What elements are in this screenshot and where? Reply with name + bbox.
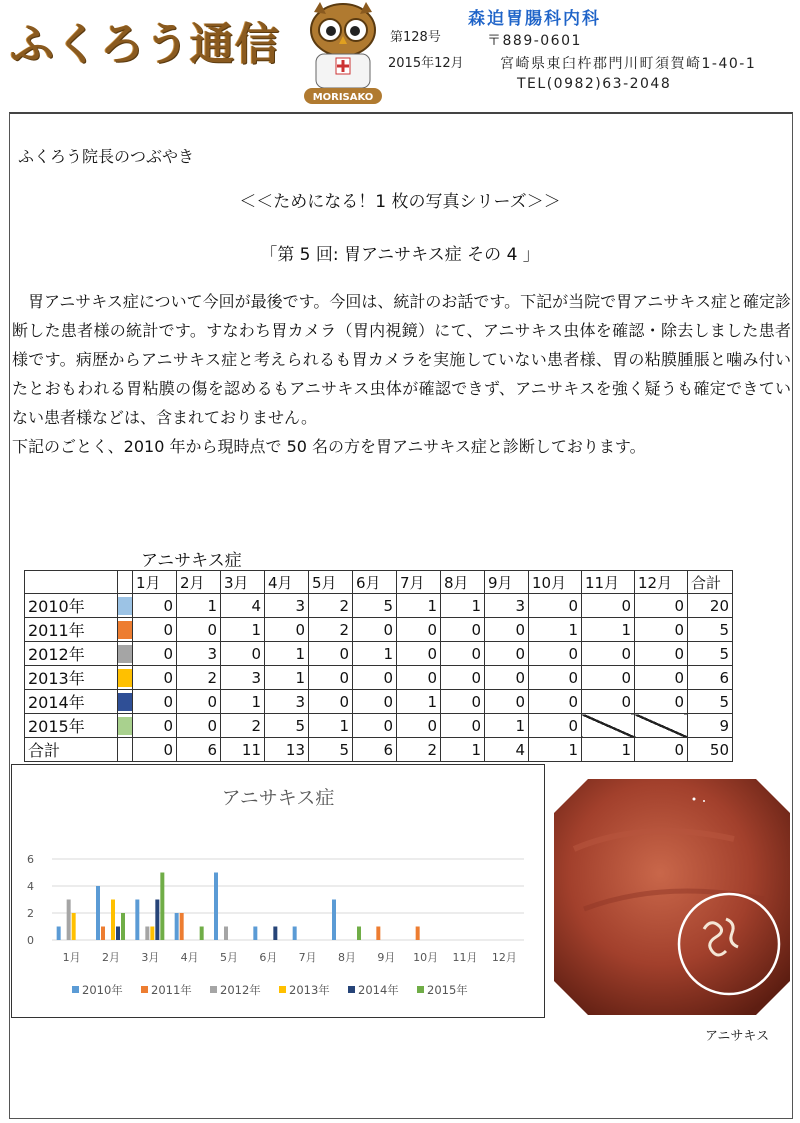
table-cell: 1 [441, 738, 485, 762]
issue-date: 2015年12月 [388, 56, 464, 71]
table-cell: 0 [441, 618, 485, 642]
y-tick-label: 4 [27, 880, 34, 893]
color-swatch [118, 717, 132, 735]
table-cell: 0 [485, 666, 529, 690]
table-cell: 0 [441, 642, 485, 666]
table-cell: 1 [529, 618, 582, 642]
table-cell: 1 [582, 738, 635, 762]
endoscopy-image [554, 779, 790, 1015]
table-cell: 0 [353, 690, 397, 714]
legend-swatch [417, 986, 424, 993]
table-cell: 0 [485, 618, 529, 642]
table-cell: 0 [485, 642, 529, 666]
stats-table [24, 570, 733, 762]
x-tick-label: 8月 [338, 951, 356, 964]
y-tick-label: 6 [27, 853, 34, 866]
table-cell: 0 [133, 690, 177, 714]
bar-2012年-1月 [67, 900, 71, 941]
table-row [25, 594, 733, 618]
row-label: 2010年 [25, 594, 118, 618]
bar-2012年-3月 [145, 927, 149, 941]
stats-table-wrap [24, 570, 733, 762]
table-cell: 0 [177, 618, 221, 642]
episode-title: 「第 5 回: 胃アニサキス症 その 4 」 [260, 245, 540, 265]
table-cell: 0 [635, 642, 688, 666]
clinic-name: 森迫胃腸科内科 [468, 9, 601, 29]
row-total: 5 [688, 618, 733, 642]
row-total: 20 [688, 594, 733, 618]
bar-2010年-3月 [135, 900, 139, 941]
bar-2015年-8月 [357, 927, 361, 941]
row-label: 2012年 [25, 642, 118, 666]
row-label: 2014年 [25, 690, 118, 714]
x-tick-label: 12月 [491, 951, 517, 964]
table-cell: 0 [353, 666, 397, 690]
y-tick-label: 2 [27, 907, 34, 920]
article-paragraph-1: 胃アニサキス症について今回が最後です。今回は、統計のお話です。下記が当院で胃アニサキス症と確定診断した患者様の統計です。すなわち胃カメラ（胃内視鏡）にて、アニサキス虫体を確認・除去しました患者様です。病歴からアニサキス症と考えられるも胃カメラを実施していない患者様、胃の粘膜腫脹と噛み付いたとおもわれる胃粘膜の傷を認めるもアニサキス虫体が確認できず、アニサキスを強く疑うも確定できていない患者様などは、含まれておりません。 [12, 292, 791, 427]
table-cell: 0 [441, 690, 485, 714]
bar-2015年-3月 [160, 873, 164, 941]
legend-label: 2013年 [289, 983, 330, 997]
bar-2013年-2月 [111, 900, 115, 941]
x-tick-label: 2月 [102, 951, 120, 964]
table-cell: 5 [353, 594, 397, 618]
table-cell: 0 [582, 690, 635, 714]
table-cell: 3 [485, 594, 529, 618]
month-header-6: 6月 [353, 571, 397, 594]
table-cell: 0 [133, 594, 177, 618]
row-total: 5 [688, 642, 733, 666]
table-cell: 0 [133, 738, 177, 762]
bar-2010年-6月 [253, 927, 257, 941]
color-swatch [118, 669, 132, 687]
table-cell: 4 [221, 594, 265, 618]
table-cell: 3 [221, 666, 265, 690]
chart-panel [11, 764, 545, 1018]
table-row [25, 642, 733, 666]
legend-label: 2011年 [151, 983, 192, 997]
clinic-address: 宮崎県東臼杵郡門川町須賀崎1-40-1 [500, 56, 757, 72]
table-cell: 0 [582, 666, 635, 690]
row-label: 2011年 [25, 618, 118, 642]
table-caption: アニサキス症 [141, 551, 242, 571]
row-color-swatch [118, 690, 133, 714]
table-cell: 1 [221, 690, 265, 714]
table-cell: 1 [397, 690, 441, 714]
x-tick-label: 11月 [452, 951, 478, 964]
table-cell: 0 [133, 642, 177, 666]
table-cell: 0 [582, 642, 635, 666]
owl-mascot-icon [300, 0, 386, 106]
table-cell: 2 [397, 738, 441, 762]
row-total: 9 [688, 714, 733, 738]
bar-2010年-7月 [293, 927, 297, 941]
table-cell: 1 [221, 618, 265, 642]
table-row [25, 714, 733, 738]
bar-2015年-4月 [200, 927, 204, 941]
table-cell: 0 [529, 714, 582, 738]
table-cell: 0 [265, 618, 309, 642]
table-cell: 0 [635, 666, 688, 690]
bar-2014年-6月 [273, 927, 277, 941]
table-cell: 2 [221, 714, 265, 738]
article-body [12, 287, 791, 461]
bar-2011年-4月 [180, 913, 184, 940]
x-tick-label: 1月 [62, 951, 81, 964]
y-tick-label: 0 [27, 934, 34, 947]
table-cell: 1 [485, 714, 529, 738]
table-cell: 0 [353, 618, 397, 642]
series-title: ＜＜ためになる！1 枚の写真シリーズ＞＞ [239, 192, 561, 212]
month-header-2: 2月 [177, 571, 221, 594]
clinic-phone: TEL(0982)63-2048 [517, 76, 672, 92]
legend-swatch [141, 986, 148, 993]
bar-2012年-5月 [224, 927, 228, 941]
chart-title: アニサキス症 [221, 787, 335, 809]
table-cell: 0 [221, 642, 265, 666]
row-label: 2015年 [25, 714, 118, 738]
endoscopy-photo [554, 779, 790, 1015]
table-cell: 3 [265, 690, 309, 714]
table-cell: 4 [485, 738, 529, 762]
color-swatch [118, 597, 132, 615]
row-total: 6 [688, 666, 733, 690]
x-tick-label: 10月 [413, 951, 439, 964]
month-header-12: 12月 [635, 571, 688, 594]
photo-caption: アニサキス [705, 1029, 770, 1044]
bar-2010年-8月 [332, 900, 336, 941]
table-cell: 0 [397, 714, 441, 738]
table-cell: 0 [177, 690, 221, 714]
bar-2010年-2月 [96, 886, 100, 940]
table-cell: 13 [265, 738, 309, 762]
x-tick-label: 5月 [220, 951, 238, 964]
bar-2011年-9月 [376, 927, 380, 941]
month-header-4: 4月 [265, 571, 309, 594]
table-cell: 0 [133, 666, 177, 690]
legend-label: 2015年 [427, 983, 468, 997]
month-header-8: 8月 [441, 571, 485, 594]
table-cell: 1 [441, 594, 485, 618]
table-cell [635, 714, 688, 738]
row-total: 50 [688, 738, 733, 762]
table-cell: 5 [309, 738, 353, 762]
color-swatch [118, 693, 132, 711]
table-cell [582, 714, 635, 738]
table-cell: 1 [529, 738, 582, 762]
table-cell: 0 [309, 642, 353, 666]
x-tick-label: 3月 [141, 951, 160, 964]
legend-swatch [210, 986, 217, 993]
month-header-3: 3月 [221, 571, 265, 594]
bar-2015年-2月 [121, 913, 125, 940]
row-total: 5 [688, 690, 733, 714]
table-cell: 2 [177, 666, 221, 690]
table-cell: 0 [635, 618, 688, 642]
bar-2010年-4月 [175, 913, 179, 940]
table-cell: 1 [397, 594, 441, 618]
table-cell: 1 [265, 642, 309, 666]
x-tick-label: 6月 [259, 951, 278, 964]
table-cell: 3 [265, 594, 309, 618]
legend-label: 2010年 [82, 983, 123, 997]
table-cell: 0 [309, 690, 353, 714]
bar-2010年-1月 [57, 927, 61, 941]
table-cell: 0 [529, 642, 582, 666]
table-cell: 0 [133, 714, 177, 738]
table-swatch-header [118, 571, 133, 594]
bar-2014年-2月 [116, 927, 120, 941]
table-cell: 0 [397, 666, 441, 690]
table-cell: 2 [309, 594, 353, 618]
legend-swatch [348, 986, 355, 993]
x-tick-label: 9月 [377, 951, 396, 964]
color-swatch [118, 645, 132, 663]
newsletter-title: ふくろう通信 [10, 19, 280, 70]
bar-2013年-3月 [150, 927, 154, 941]
bar-2010年-5月 [214, 873, 218, 941]
table-cell: 2 [309, 618, 353, 642]
row-color-swatch [118, 738, 133, 762]
bar-2011年-10月 [416, 927, 420, 941]
table-cell: 0 [529, 594, 582, 618]
row-color-swatch [118, 642, 133, 666]
table-cell: 1 [265, 666, 309, 690]
table-cell: 11 [221, 738, 265, 762]
table-row [25, 618, 733, 642]
month-header-7: 7月 [397, 571, 441, 594]
issue-number: 第128号 [390, 30, 441, 45]
row-label: 2013年 [25, 666, 118, 690]
table-cell: 0 [177, 714, 221, 738]
table-cell: 0 [635, 690, 688, 714]
table-cell: 0 [485, 690, 529, 714]
month-header-11: 11月 [582, 571, 635, 594]
table-cell: 0 [353, 714, 397, 738]
row-label: 合計 [25, 738, 118, 762]
total-header: 合計 [688, 571, 733, 594]
table-cell: 6 [177, 738, 221, 762]
table-row [25, 690, 733, 714]
color-swatch [118, 621, 132, 639]
table-cell: 3 [177, 642, 221, 666]
x-tick-label: 7月 [298, 951, 317, 964]
row-color-swatch [118, 618, 133, 642]
article-paragraph-2: 下記のごとく、2010 年から現時点で 50 名の方を胃アニサキス症と診断しております。 [12, 437, 646, 456]
legend-label: 2012年 [220, 983, 261, 997]
month-header-9: 9月 [485, 571, 529, 594]
month-header-10: 10月 [529, 571, 582, 594]
bar-2013年-1月 [72, 913, 76, 940]
bar-2014年-3月 [155, 900, 159, 941]
table-cell: 0 [397, 642, 441, 666]
table-cell: 1 [177, 594, 221, 618]
table-cell: 5 [265, 714, 309, 738]
legend-swatch [72, 986, 79, 993]
row-color-swatch [118, 714, 133, 738]
table-cell: 0 [635, 594, 688, 618]
table-cell: 0 [397, 618, 441, 642]
mascot-label: MORISAKO [312, 92, 374, 103]
table-cell: 6 [353, 738, 397, 762]
row-color-swatch [118, 666, 133, 690]
table-corner-cell [25, 571, 118, 594]
month-header-5: 5月 [309, 571, 353, 594]
postal-code: 〒889-0601 [487, 33, 582, 49]
table-cell: 0 [529, 666, 582, 690]
table-cell: 0 [582, 594, 635, 618]
table-row [25, 666, 733, 690]
anisakis-bar-chart [12, 765, 544, 1017]
table-cell: 0 [309, 666, 353, 690]
table-cell: 0 [529, 690, 582, 714]
table-header-row [25, 571, 733, 594]
table-cell: 0 [441, 714, 485, 738]
table-cell: 1 [582, 618, 635, 642]
x-tick-label: 4月 [180, 951, 199, 964]
bar-2011年-2月 [101, 927, 105, 941]
row-color-swatch [118, 594, 133, 618]
table-cell: 0 [133, 618, 177, 642]
month-header-1: 1月 [133, 571, 177, 594]
table-cell: 1 [309, 714, 353, 738]
table-cell: 0 [441, 666, 485, 690]
column-title: ふくろう院長のつぶやき [18, 147, 195, 166]
legend-swatch [279, 986, 286, 993]
table-cell: 0 [635, 738, 688, 762]
legend-label: 2014年 [358, 983, 399, 997]
table-row [25, 738, 733, 762]
table-cell: 1 [353, 642, 397, 666]
